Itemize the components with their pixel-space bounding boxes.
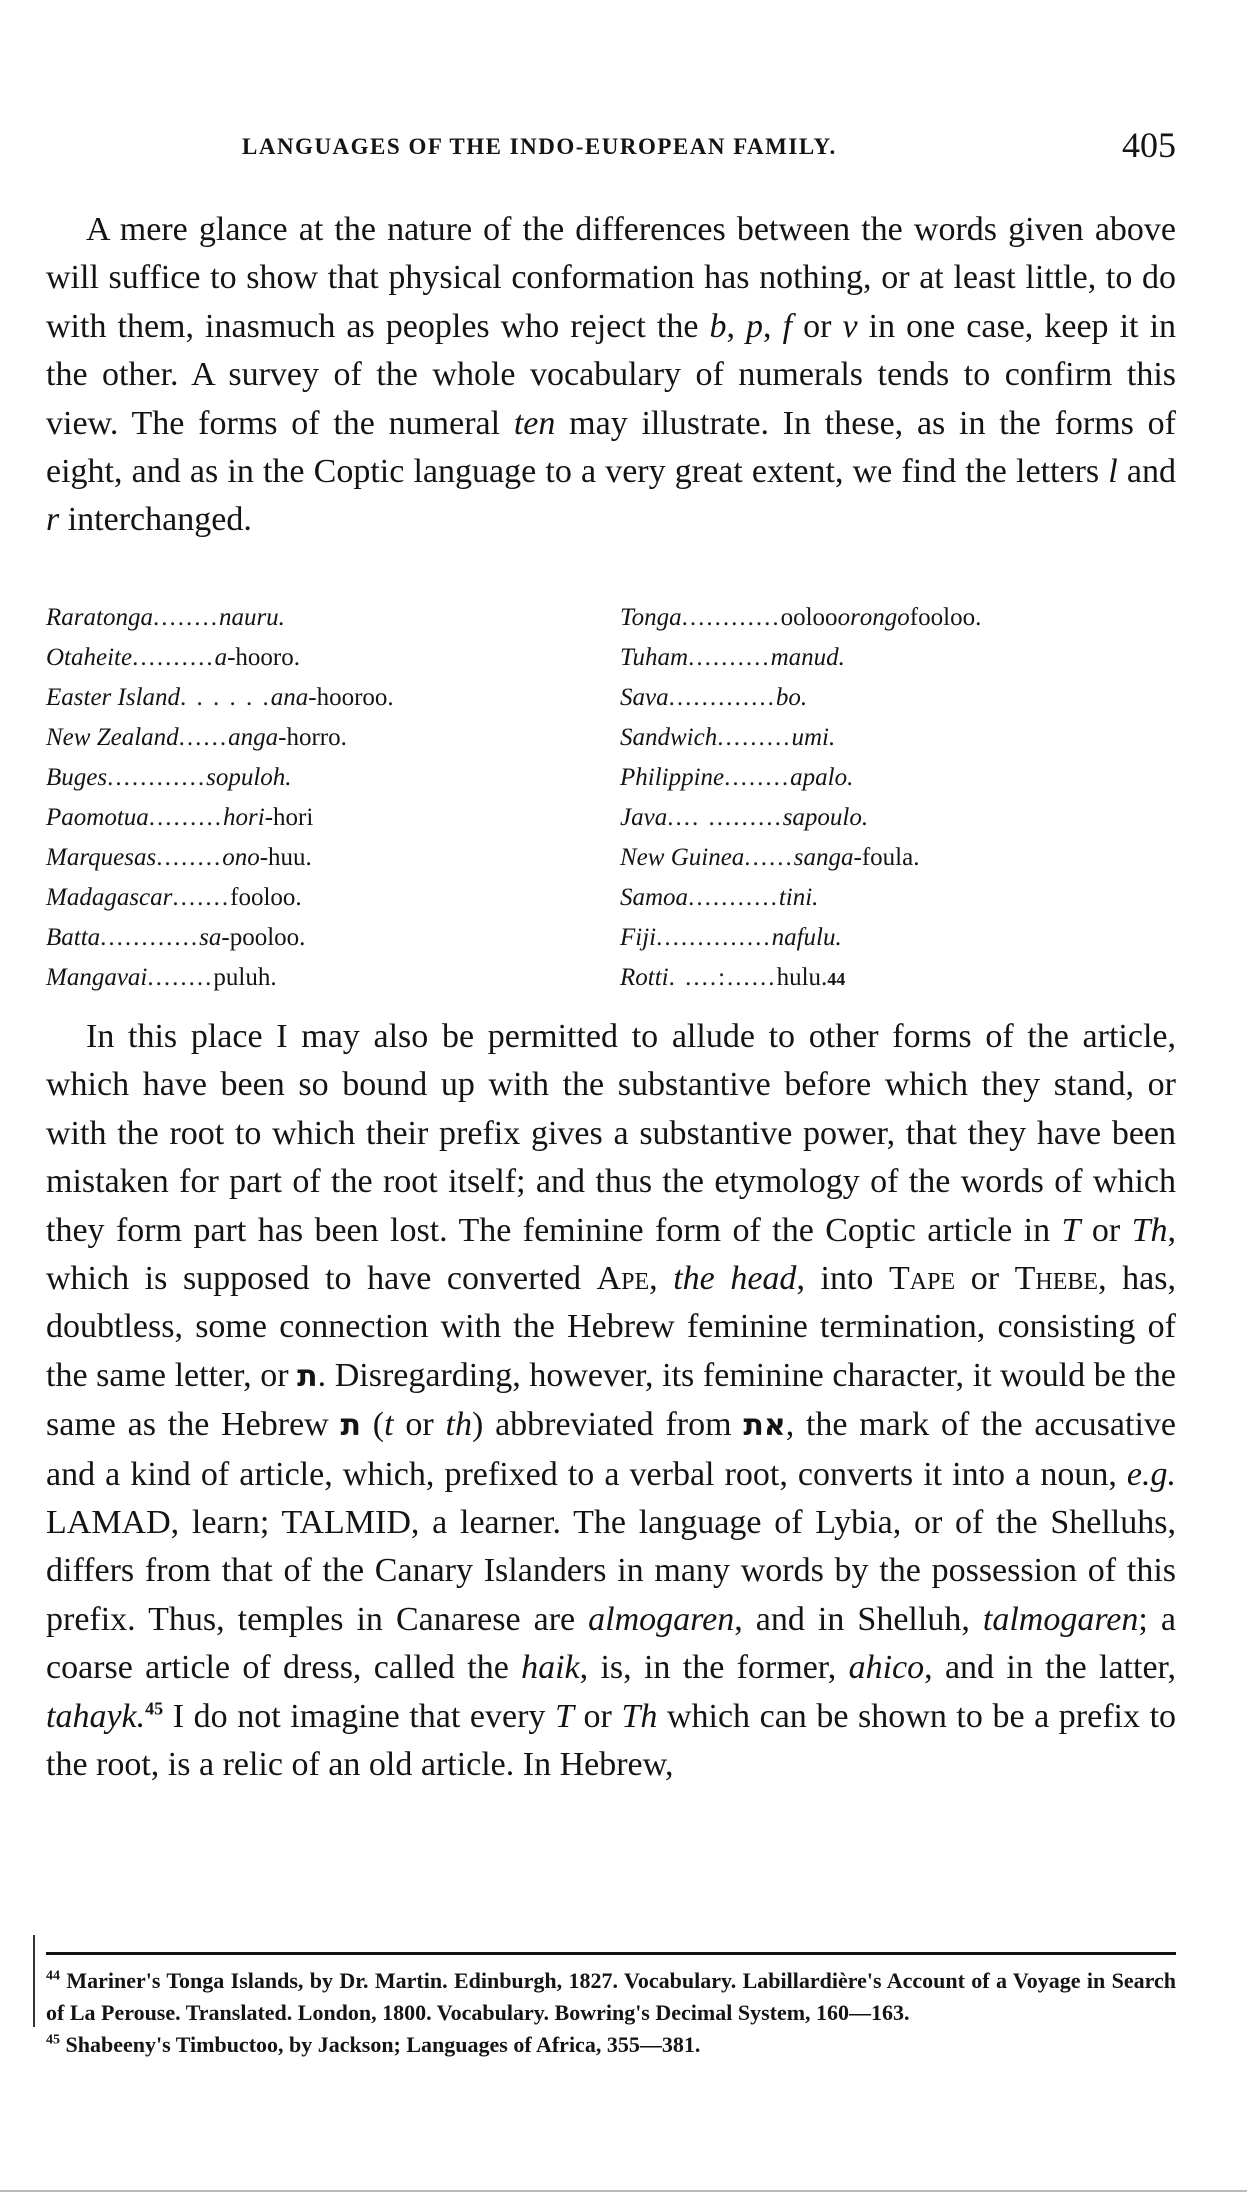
running-title: LANGUAGES OF THE INDO-EUROPEAN FAMILY. — [242, 134, 837, 159]
numeral-row: Samoa ........... tini. — [620, 884, 819, 911]
hebrew-tav-glyph: ת — [340, 1408, 362, 1444]
numeral-row: Fiji .............. nafulu. — [620, 924, 842, 951]
page-number: 405 — [1122, 125, 1176, 165]
hebrew-tav-glyph: ת — [297, 1358, 318, 1394]
margin-mark — [33, 1935, 35, 2027]
numeral-row: Tuham .......... manud. — [620, 644, 845, 671]
numeral-column-left — [46, 598, 566, 998]
scan-edge-line — [0, 2190, 1247, 2192]
numeral-row: Sava ............. bo. — [620, 684, 808, 711]
numeral-row: Raratonga ........ nauru. — [46, 604, 285, 631]
page-header — [46, 125, 1176, 168]
numeral-row: Easter Island . . . . . . ana- hooroo. — [46, 684, 394, 711]
paragraph-numeral-differences: A mere glance at the nature of the differences between the words given above will suffice to show that physical conformation has nothing, or at least little, to do with them, inasmuch as peoples who reject the b, p, f or v in one case, keep it in the other. A survey of the whole vocabulary of numerals tends to confirm this view. The forms of the numeral ten may illustrate. In these, as in the forms of eight, and as in the Coptic language to a very great extent, we find the letters l and r interchanged. — [46, 211, 1177, 539]
numeral-row: Buges ............ sopuloh. — [46, 764, 292, 791]
numeral-row: Tonga ............ ooloo or ongo fooloo. — [620, 604, 982, 631]
numeral-row: Batta ............ sa- pooloo. — [46, 924, 306, 951]
numeral-row: Mangavai ........ puluh. — [46, 964, 277, 991]
numeral-row: New Guinea ...... sanga- foula. — [620, 844, 920, 871]
numeral-row: Otaheite .......... a- hooro. — [46, 644, 300, 671]
paragraph-article-forms: In this place I may also be permitted to allude to other forms of the article, which have been so bound up with the substantive before which they stand, or with the root to which their prefix gives a substantive power, that they have been mistaken for part of the root itself; and thus the etymology of the words of which they form part has been lost. The feminine form of the Coptic article in T or Th, which is supposed to have converted Ape, the head, into Tape or Thebe, has, doubtless, some connection with the Hebrew feminine termination, consisting of the same letter, or ת. Disregarding, however, its feminine character, it would be the same as the Hebrew ת (t or th) abbreviated from את, the mark of the accusative and a kind of article, which, prefixed to a verbal root, converts it into a noun, e.g. LAMAD, learn; TALMID, a learner. The language of Lybia, or of the Shelluhs, differs from that of the Canary Islanders in many words by the possession of this prefix. Thus, temples in Canarese are almogaren, and in Shelluh, talmogaren; a coarse article of dress, called the haik, is, in the former, ahico, and in the latter, tahayk.$^{45}$ I do not imagine that every T or Th which can be shown to be a prefix to the root, is a relic of an old article. In Hebrew, — [46, 1018, 1177, 1784]
numeral-row: Madagascar ....... fooloo. — [46, 884, 302, 911]
numeral-row: Marquesas ........ ono- huu. — [46, 844, 312, 871]
footnote-45: $^{45}$ Shabeeny's Timbuctoo, by Jackson; Languages of Africa, 355—381. — [46, 2032, 701, 2057]
numeral-row: Sandwich ......... umi. — [620, 724, 836, 751]
numeral-column-right — [620, 598, 1196, 998]
numeral-ten-table — [46, 598, 1196, 998]
footnotes — [46, 1965, 1176, 2061]
footnote-ref-45: 45 — [145, 1698, 164, 1719]
numeral-row: Rotti . ....:...... hulu. 44 — [620, 964, 846, 991]
numeral-row: Java .... ......... sapoulo. — [620, 804, 869, 831]
hebrew-et-glyph: את — [743, 1408, 786, 1444]
footnote-separator — [46, 1952, 1176, 1955]
numeral-row: Paomotua ......... hori- hori — [46, 804, 314, 831]
numeral-row: New Zealand ...... anga- horro. — [46, 724, 347, 751]
numeral-row: Philippine ........ apalo. — [620, 764, 854, 791]
footnote-44: $^{44}$ Mariner's Tonga Islands, by Dr. Martin. Edinburgh, 1827. Vocabulary. Labillardière's Account of a Voyage in Search of La Perouse. Translated. London, 1800. Vocabulary. Bowring's Decimal System, 160—163. — [46, 1968, 1176, 2025]
